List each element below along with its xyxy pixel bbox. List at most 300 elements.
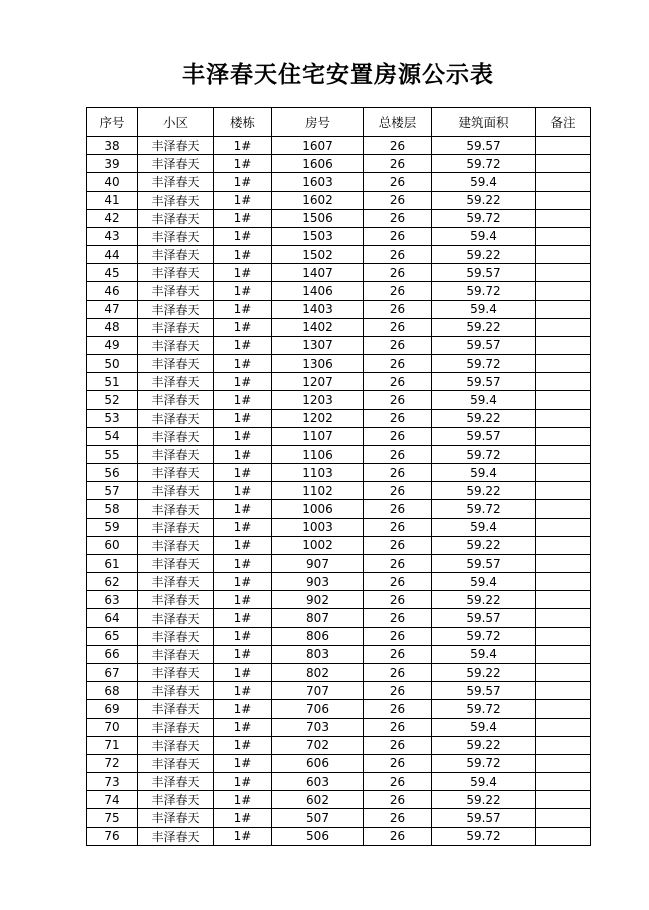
table-cell: 丰泽春天 — [138, 500, 214, 518]
table-cell: 53 — [87, 409, 138, 427]
table-cell: 丰泽春天 — [138, 573, 214, 591]
table-cell: 703 — [272, 718, 364, 736]
table-cell: 46 — [87, 282, 138, 300]
table-cell — [536, 609, 591, 627]
table-cell: 26 — [364, 736, 432, 754]
table-cell: 59.57 — [432, 609, 536, 627]
table-cell: 59.22 — [432, 663, 536, 681]
table-cell: 26 — [364, 500, 432, 518]
table-cell: 1# — [214, 609, 272, 627]
table-cell — [536, 736, 591, 754]
table-cell: 26 — [364, 591, 432, 609]
table-cell: 59.4 — [432, 645, 536, 663]
housing-table — [86, 107, 591, 846]
table-cell: 1# — [214, 645, 272, 663]
table-cell: 38 — [87, 137, 138, 155]
table-cell: 丰泽春天 — [138, 464, 214, 482]
table-cell: 63 — [87, 591, 138, 609]
table-cell: 59.22 — [432, 482, 536, 500]
table-cell — [536, 500, 591, 518]
table-cell: 1306 — [272, 355, 364, 373]
table-cell: 26 — [364, 318, 432, 336]
table-cell: 1# — [214, 373, 272, 391]
table-cell: 50 — [87, 355, 138, 373]
table-cell: 1# — [214, 409, 272, 427]
table-row — [87, 246, 591, 264]
table-cell: 26 — [364, 573, 432, 591]
table-cell: 1# — [214, 264, 272, 282]
table-cell: 丰泽春天 — [138, 264, 214, 282]
table-cell: 丰泽春天 — [138, 427, 214, 445]
table-cell: 59.72 — [432, 700, 536, 718]
table-cell: 1607 — [272, 137, 364, 155]
table-cell — [536, 173, 591, 191]
table-cell — [536, 373, 591, 391]
table-cell: 26 — [364, 773, 432, 791]
table-row — [87, 645, 591, 663]
table-cell: 丰泽春天 — [138, 554, 214, 572]
table-row — [87, 700, 591, 718]
table-cell: 1# — [214, 809, 272, 827]
table-cell: 丰泽春天 — [138, 482, 214, 500]
table-cell: 1# — [214, 246, 272, 264]
table-cell — [536, 264, 591, 282]
table-cell — [536, 718, 591, 736]
table-cell — [536, 645, 591, 663]
table-cell: 26 — [364, 391, 432, 409]
table-cell: 1406 — [272, 282, 364, 300]
table-cell: 1503 — [272, 227, 364, 245]
table-cell: 48 — [87, 318, 138, 336]
table-cell: 59.57 — [432, 554, 536, 572]
table-cell: 1# — [214, 355, 272, 373]
table-cell: 49 — [87, 336, 138, 354]
table-cell: 1606 — [272, 155, 364, 173]
table-cell: 1# — [214, 627, 272, 645]
table-cell: 57 — [87, 482, 138, 500]
table-cell: 1# — [214, 554, 272, 572]
table-row — [87, 209, 591, 227]
table-cell: 26 — [364, 663, 432, 681]
table-cell: 1# — [214, 718, 272, 736]
table-row — [87, 482, 591, 500]
table-cell: 41 — [87, 191, 138, 209]
table-cell — [536, 336, 591, 354]
table-cell: 59.57 — [432, 264, 536, 282]
table-cell — [536, 700, 591, 718]
table-cell: 59.57 — [432, 137, 536, 155]
table-cell: 丰泽春天 — [138, 718, 214, 736]
table-cell: 903 — [272, 573, 364, 591]
table-cell: 1403 — [272, 300, 364, 318]
table-row — [87, 227, 591, 245]
table-cell — [536, 573, 591, 591]
table-cell: 507 — [272, 809, 364, 827]
table-cell: 42 — [87, 209, 138, 227]
table-row — [87, 155, 591, 173]
table-cell: 907 — [272, 554, 364, 572]
table-cell — [536, 209, 591, 227]
table-cell: 1# — [214, 173, 272, 191]
table-cell: 806 — [272, 627, 364, 645]
table-cell: 1# — [214, 282, 272, 300]
table-cell: 26 — [364, 137, 432, 155]
table-cell: 59.72 — [432, 445, 536, 463]
table-cell — [536, 445, 591, 463]
table-cell — [536, 318, 591, 336]
table-cell: 59.4 — [432, 464, 536, 482]
table-cell: 26 — [364, 191, 432, 209]
table-cell: 59.22 — [432, 246, 536, 264]
table-row — [87, 427, 591, 445]
table-cell: 51 — [87, 373, 138, 391]
table-cell: 59.22 — [432, 536, 536, 554]
table-cell: 1# — [214, 536, 272, 554]
table-cell: 44 — [87, 246, 138, 264]
table-cell: 1# — [214, 464, 272, 482]
table-cell: 26 — [364, 518, 432, 536]
table-cell: 606 — [272, 754, 364, 772]
table-cell: 1307 — [272, 336, 364, 354]
table-cell: 1# — [214, 482, 272, 500]
table-cell: 59.57 — [432, 809, 536, 827]
table-cell: 1# — [214, 318, 272, 336]
table-row — [87, 773, 591, 791]
table-cell: 59.22 — [432, 409, 536, 427]
table-cell: 1# — [214, 682, 272, 700]
table-cell: 59.57 — [432, 427, 536, 445]
table-cell: 26 — [364, 336, 432, 354]
table-cell: 丰泽春天 — [138, 209, 214, 227]
table-cell: 丰泽春天 — [138, 518, 214, 536]
table-cell: 59.22 — [432, 591, 536, 609]
table-cell — [536, 282, 591, 300]
table-cell: 59.72 — [432, 355, 536, 373]
table-cell: 1202 — [272, 409, 364, 427]
table-cell: 603 — [272, 773, 364, 791]
table-cell: 1# — [214, 155, 272, 173]
table-cell: 59.72 — [432, 209, 536, 227]
table-cell — [536, 155, 591, 173]
table-cell — [536, 536, 591, 554]
table-cell: 69 — [87, 700, 138, 718]
table-cell: 1# — [214, 700, 272, 718]
table-cell: 1002 — [272, 536, 364, 554]
table-cell: 26 — [364, 155, 432, 173]
table-row — [87, 518, 591, 536]
table-cell: 丰泽春天 — [138, 282, 214, 300]
table-row — [87, 663, 591, 681]
table-cell: 62 — [87, 573, 138, 591]
table-row — [87, 409, 591, 427]
table-cell: 68 — [87, 682, 138, 700]
table-cell: 1402 — [272, 318, 364, 336]
table-cell: 67 — [87, 663, 138, 681]
table-cell: 26 — [364, 627, 432, 645]
table-cell: 丰泽春天 — [138, 827, 214, 845]
table-cell — [536, 518, 591, 536]
table-cell: 59.4 — [432, 518, 536, 536]
table-cell: 1103 — [272, 464, 364, 482]
table-cell: 1# — [214, 663, 272, 681]
table-cell — [536, 482, 591, 500]
table-cell: 59.57 — [432, 336, 536, 354]
table-cell: 902 — [272, 591, 364, 609]
table-cell: 1# — [214, 754, 272, 772]
table-cell: 丰泽春天 — [138, 700, 214, 718]
table-cell — [536, 627, 591, 645]
column-header-floor-area: 建筑面积 — [432, 108, 536, 137]
table-cell: 丰泽春天 — [138, 591, 214, 609]
table-cell: 26 — [364, 409, 432, 427]
table-cell: 59.72 — [432, 754, 536, 772]
column-header-building: 楼栋 — [214, 108, 272, 137]
table-cell: 40 — [87, 173, 138, 191]
table-cell: 59.72 — [432, 827, 536, 845]
table-cell: 1# — [214, 445, 272, 463]
column-header-remarks: 备注 — [536, 108, 591, 137]
table-cell: 1603 — [272, 173, 364, 191]
table-cell: 59.72 — [432, 155, 536, 173]
table-cell: 丰泽春天 — [138, 409, 214, 427]
table-cell: 26 — [364, 809, 432, 827]
table-cell: 61 — [87, 554, 138, 572]
table-row — [87, 573, 591, 591]
table-cell: 1107 — [272, 427, 364, 445]
table-cell: 55 — [87, 445, 138, 463]
table-cell: 26 — [364, 700, 432, 718]
table-row — [87, 718, 591, 736]
table-row — [87, 445, 591, 463]
table-cell: 1# — [214, 391, 272, 409]
page-title: 丰泽春天住宅安置房源公示表 — [182, 61, 494, 88]
table-cell: 65 — [87, 627, 138, 645]
table-cell: 70 — [87, 718, 138, 736]
table-cell: 1# — [214, 227, 272, 245]
table-cell: 60 — [87, 536, 138, 554]
table-row — [87, 355, 591, 373]
table-cell: 706 — [272, 700, 364, 718]
table-cell: 丰泽春天 — [138, 809, 214, 827]
table-cell: 26 — [364, 282, 432, 300]
table-cell: 59.4 — [432, 227, 536, 245]
table-cell: 1006 — [272, 500, 364, 518]
table-cell: 26 — [364, 609, 432, 627]
table-cell: 丰泽春天 — [138, 627, 214, 645]
table-cell: 26 — [364, 427, 432, 445]
table-cell — [536, 355, 591, 373]
table-cell — [536, 391, 591, 409]
table-cell: 26 — [364, 445, 432, 463]
column-header-serial-number: 序号 — [87, 108, 138, 137]
table-cell: 丰泽春天 — [138, 663, 214, 681]
table-cell: 丰泽春天 — [138, 445, 214, 463]
table-cell: 丰泽春天 — [138, 246, 214, 264]
table-row — [87, 809, 591, 827]
table-cell: 丰泽春天 — [138, 373, 214, 391]
table-row — [87, 627, 591, 645]
table-cell: 59.57 — [432, 373, 536, 391]
table-cell: 1# — [214, 736, 272, 754]
table-cell: 702 — [272, 736, 364, 754]
table-cell: 丰泽春天 — [138, 536, 214, 554]
table-cell: 72 — [87, 754, 138, 772]
table-row — [87, 500, 591, 518]
table-cell: 59.4 — [432, 300, 536, 318]
table-cell: 58 — [87, 500, 138, 518]
table-cell: 丰泽春天 — [138, 355, 214, 373]
table-cell: 1# — [214, 573, 272, 591]
table-cell: 丰泽春天 — [138, 791, 214, 809]
table-cell — [536, 427, 591, 445]
table-cell — [536, 663, 591, 681]
table-cell: 丰泽春天 — [138, 137, 214, 155]
table-cell: 1506 — [272, 209, 364, 227]
table-cell: 1# — [214, 300, 272, 318]
table-row — [87, 282, 591, 300]
table-cell: 26 — [364, 209, 432, 227]
table-cell: 26 — [364, 246, 432, 264]
table-row — [87, 373, 591, 391]
table-cell: 1# — [214, 591, 272, 609]
table-cell: 26 — [364, 718, 432, 736]
table-row — [87, 173, 591, 191]
table-cell: 59.4 — [432, 391, 536, 409]
table-cell — [536, 464, 591, 482]
table-cell: 59.4 — [432, 718, 536, 736]
table-cell: 43 — [87, 227, 138, 245]
table-cell: 59.22 — [432, 191, 536, 209]
table-cell: 64 — [87, 609, 138, 627]
table-cell: 73 — [87, 773, 138, 791]
table-cell — [536, 227, 591, 245]
table-row — [87, 300, 591, 318]
table-row — [87, 682, 591, 700]
table-cell: 707 — [272, 682, 364, 700]
table-cell: 45 — [87, 264, 138, 282]
table-cell: 26 — [364, 554, 432, 572]
table-cell — [536, 754, 591, 772]
table-cell: 丰泽春天 — [138, 391, 214, 409]
table-cell: 丰泽春天 — [138, 300, 214, 318]
table-cell: 803 — [272, 645, 364, 663]
table-cell — [536, 300, 591, 318]
table-cell: 59.22 — [432, 736, 536, 754]
table-row — [87, 191, 591, 209]
table-row — [87, 318, 591, 336]
table-cell: 26 — [364, 482, 432, 500]
table-cell: 59 — [87, 518, 138, 536]
table-cell: 59.4 — [432, 773, 536, 791]
table-row — [87, 536, 591, 554]
table-cell: 1# — [214, 336, 272, 354]
table-cell: 26 — [364, 791, 432, 809]
table-cell: 丰泽春天 — [138, 155, 214, 173]
table-cell: 1# — [214, 427, 272, 445]
table-row — [87, 336, 591, 354]
table-cell: 26 — [364, 536, 432, 554]
table-cell: 丰泽春天 — [138, 173, 214, 191]
table-cell: 59.4 — [432, 573, 536, 591]
table-cell: 丰泽春天 — [138, 609, 214, 627]
table-cell — [536, 191, 591, 209]
table-row — [87, 264, 591, 282]
table-cell: 1502 — [272, 246, 364, 264]
table-cell: 1407 — [272, 264, 364, 282]
table-row — [87, 827, 591, 845]
table-cell: 59.72 — [432, 627, 536, 645]
table-cell: 1106 — [272, 445, 364, 463]
table-cell — [536, 591, 591, 609]
table-cell: 59.22 — [432, 318, 536, 336]
table-cell: 59.57 — [432, 682, 536, 700]
table-row — [87, 391, 591, 409]
table-cell: 26 — [364, 373, 432, 391]
table-cell: 26 — [364, 464, 432, 482]
table-cell: 丰泽春天 — [138, 682, 214, 700]
table-cell: 39 — [87, 155, 138, 173]
table-cell: 75 — [87, 809, 138, 827]
table-cell: 54 — [87, 427, 138, 445]
table-cell: 26 — [364, 827, 432, 845]
table-cell: 1# — [214, 209, 272, 227]
table-cell: 66 — [87, 645, 138, 663]
column-header-room-number: 房号 — [272, 108, 364, 137]
table-cell: 26 — [364, 754, 432, 772]
table-cell — [536, 137, 591, 155]
table-cell: 59.4 — [432, 173, 536, 191]
table-cell: 26 — [364, 645, 432, 663]
table-cell — [536, 246, 591, 264]
table-cell: 47 — [87, 300, 138, 318]
table-cell: 1# — [214, 791, 272, 809]
table-row — [87, 554, 591, 572]
table-cell: 602 — [272, 791, 364, 809]
table-cell: 506 — [272, 827, 364, 845]
table-cell: 74 — [87, 791, 138, 809]
table-row — [87, 591, 591, 609]
table-cell: 1# — [214, 137, 272, 155]
table-cell: 1003 — [272, 518, 364, 536]
table-cell: 59.72 — [432, 282, 536, 300]
table-row — [87, 791, 591, 809]
table-row — [87, 464, 591, 482]
table-cell: 1# — [214, 500, 272, 518]
table-cell: 1# — [214, 827, 272, 845]
table-row — [87, 609, 591, 627]
table-cell — [536, 809, 591, 827]
table-cell: 丰泽春天 — [138, 227, 214, 245]
table-cell: 丰泽春天 — [138, 645, 214, 663]
table-cell: 1602 — [272, 191, 364, 209]
table-cell — [536, 773, 591, 791]
table-cell: 52 — [87, 391, 138, 409]
table-cell: 1# — [214, 191, 272, 209]
table-cell: 26 — [364, 173, 432, 191]
table-cell: 76 — [87, 827, 138, 845]
table-cell: 26 — [364, 227, 432, 245]
table-cell: 丰泽春天 — [138, 318, 214, 336]
table-cell: 丰泽春天 — [138, 773, 214, 791]
table-cell: 1102 — [272, 482, 364, 500]
table-cell: 56 — [87, 464, 138, 482]
table-cell: 26 — [364, 682, 432, 700]
table-cell: 丰泽春天 — [138, 754, 214, 772]
table-cell: 丰泽春天 — [138, 736, 214, 754]
header-row — [87, 108, 591, 137]
table-cell: 1# — [214, 773, 272, 791]
table-cell: 807 — [272, 609, 364, 627]
